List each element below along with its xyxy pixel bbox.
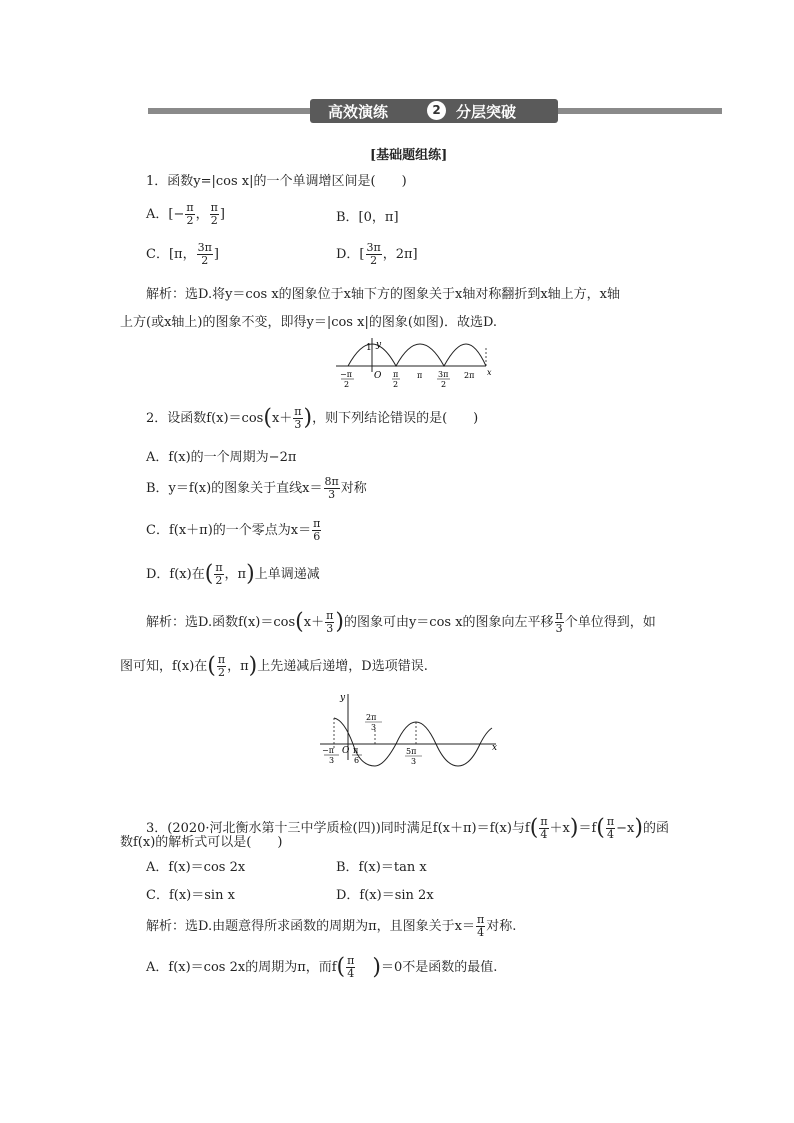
graph1-tick-pi-half-den: 2 (393, 380, 399, 389)
q1-option-a: A．[− $\frac{\pi}{2}$ ， $\frac{\pi}{2}$ ] (146, 201, 225, 227)
banner-right-text: 分层突破 (456, 103, 517, 121)
q3-option-c: C．f(x)＝sin x (146, 888, 235, 903)
graph-abs-cos (336, 338, 496, 396)
graph1-tick-pi-half-num: π (393, 370, 399, 379)
q1-stem: 1．函数y=|cos x|的一个单调增区间是( ) (146, 174, 407, 189)
graph1-tick-2pi: 2π (464, 371, 475, 380)
q3-solution-line2: A．f(x)＝cos 2x的周期为π，而f( $\frac{\pi}{4}$ )＝0不是函数的最值. (146, 954, 498, 980)
graph1-tick-3pi-half-den: 2 (441, 380, 447, 389)
graph2-tick-neg-pi-third-den: 3 (329, 756, 335, 765)
q1-solution-line2: 上方(或x轴上)的图象不变，即得y＝|cos x|的图象(如图)．故选D. (120, 315, 498, 330)
banner-rule-right (550, 108, 722, 114)
graph1-one-label: 1 (366, 343, 372, 353)
graph2-tick-5pi-third-den: 3 (411, 757, 417, 766)
banner-left-text: 高效演练 (328, 103, 389, 121)
q2-solution-line2: 图可知，f(x)在( $\frac{\pi}{2}$ ，π)上先递减后递增，D选项错误. (120, 653, 428, 679)
graph2-x-label: x (492, 743, 498, 753)
graph1-tick-neg-pi-half-den: 2 (344, 380, 350, 389)
graph2-tick-5pi-third-num: 5π (406, 747, 417, 756)
graph1-y-label: y (376, 340, 382, 350)
q2-option-d: D．f(x)在( $\frac{\pi}{2}$ ，π)上单调递减 (146, 561, 320, 587)
q2-stem: 2．设函数f(x)＝cos(x＋ $\frac{\pi}{3}$ )，则下列结论错误的是( ) (146, 405, 479, 431)
banner-badge: 2 (427, 101, 446, 120)
q2-option-c: C．f(x＋π)的一个零点为x＝ $\frac{\pi}{6}$ (146, 517, 321, 543)
q2-option-a: A．f(x)的一个周期为−2π (146, 450, 297, 465)
q3-stem-line1: 3．(2020·河北衡水第十三中学质检(四))同时满足f(x＋π)＝f(x)与f( $\frac{\pi}{4}$ ＋x)＝f( $\frac{\pi}{4}$ −x)的函 (146, 815, 669, 841)
q1-option-c: C．[π， $\frac{3\pi}{2}$ ] (146, 241, 219, 267)
section-title: [基础题组练] (370, 148, 448, 163)
graph2-tick-2pi-third-num: 2π (366, 713, 377, 722)
q3-option-b: B．f(x)＝tan x (336, 860, 427, 875)
q3-option-a: A．f(x)＝cos 2x (146, 860, 246, 875)
q2-solution-line1: 解析：选D.函数f(x)＝cos(x＋ $\frac{\pi}{3}$ )的图象可由y＝cos x的图象向左平移 $\frac{\pi}{3}$ 个单位得到，如 (146, 609, 656, 635)
graph1-tick-pi: π (417, 371, 423, 380)
banner-rule-left (148, 108, 318, 114)
q3-solution-line1: 解析：选D.由题意得所求函数的周期为π，且图象关于x＝ $\frac{\pi}{4}$ 对称. (146, 913, 517, 939)
q2-option-b: B．y＝f(x)的图象关于直线x＝ $\frac{8\pi}{3}$ 对称 (146, 475, 367, 501)
q3-stem-line2: 数f(x)的解析式可以是( ) (120, 835, 283, 850)
q1-solution-line1: 解析：选D.将y＝cos x的图象位于x轴下方的图象关于x轴对称翻折到x轴上方，x轴 (146, 287, 621, 302)
graph2-tick-pi-sixth-num: π (353, 746, 359, 755)
section-banner (310, 99, 558, 123)
graph1-origin: O (374, 371, 382, 381)
graph2-tick-2pi-third-den: 3 (371, 723, 377, 732)
q1-option-b: B．[0，π] (336, 210, 399, 225)
graph1-x-label: x (487, 368, 492, 377)
graph2-tick-neg-pi-third-num: −π (322, 746, 334, 755)
q1-option-d: D．[ $\frac{3\pi}{2}$ ，2π] (336, 241, 418, 267)
graph1-tick-3pi-half-num: 3π (438, 370, 449, 379)
graph2-tick-pi-sixth-den: 6 (354, 756, 360, 765)
graph2-y-label: y (340, 693, 346, 703)
graph1-tick-neg-pi-half-num: −π (340, 370, 352, 379)
graph-cos-shifted (320, 690, 504, 770)
q3-option-d: D．f(x)＝sin 2x (336, 888, 434, 903)
graph2-origin: O (342, 746, 350, 756)
